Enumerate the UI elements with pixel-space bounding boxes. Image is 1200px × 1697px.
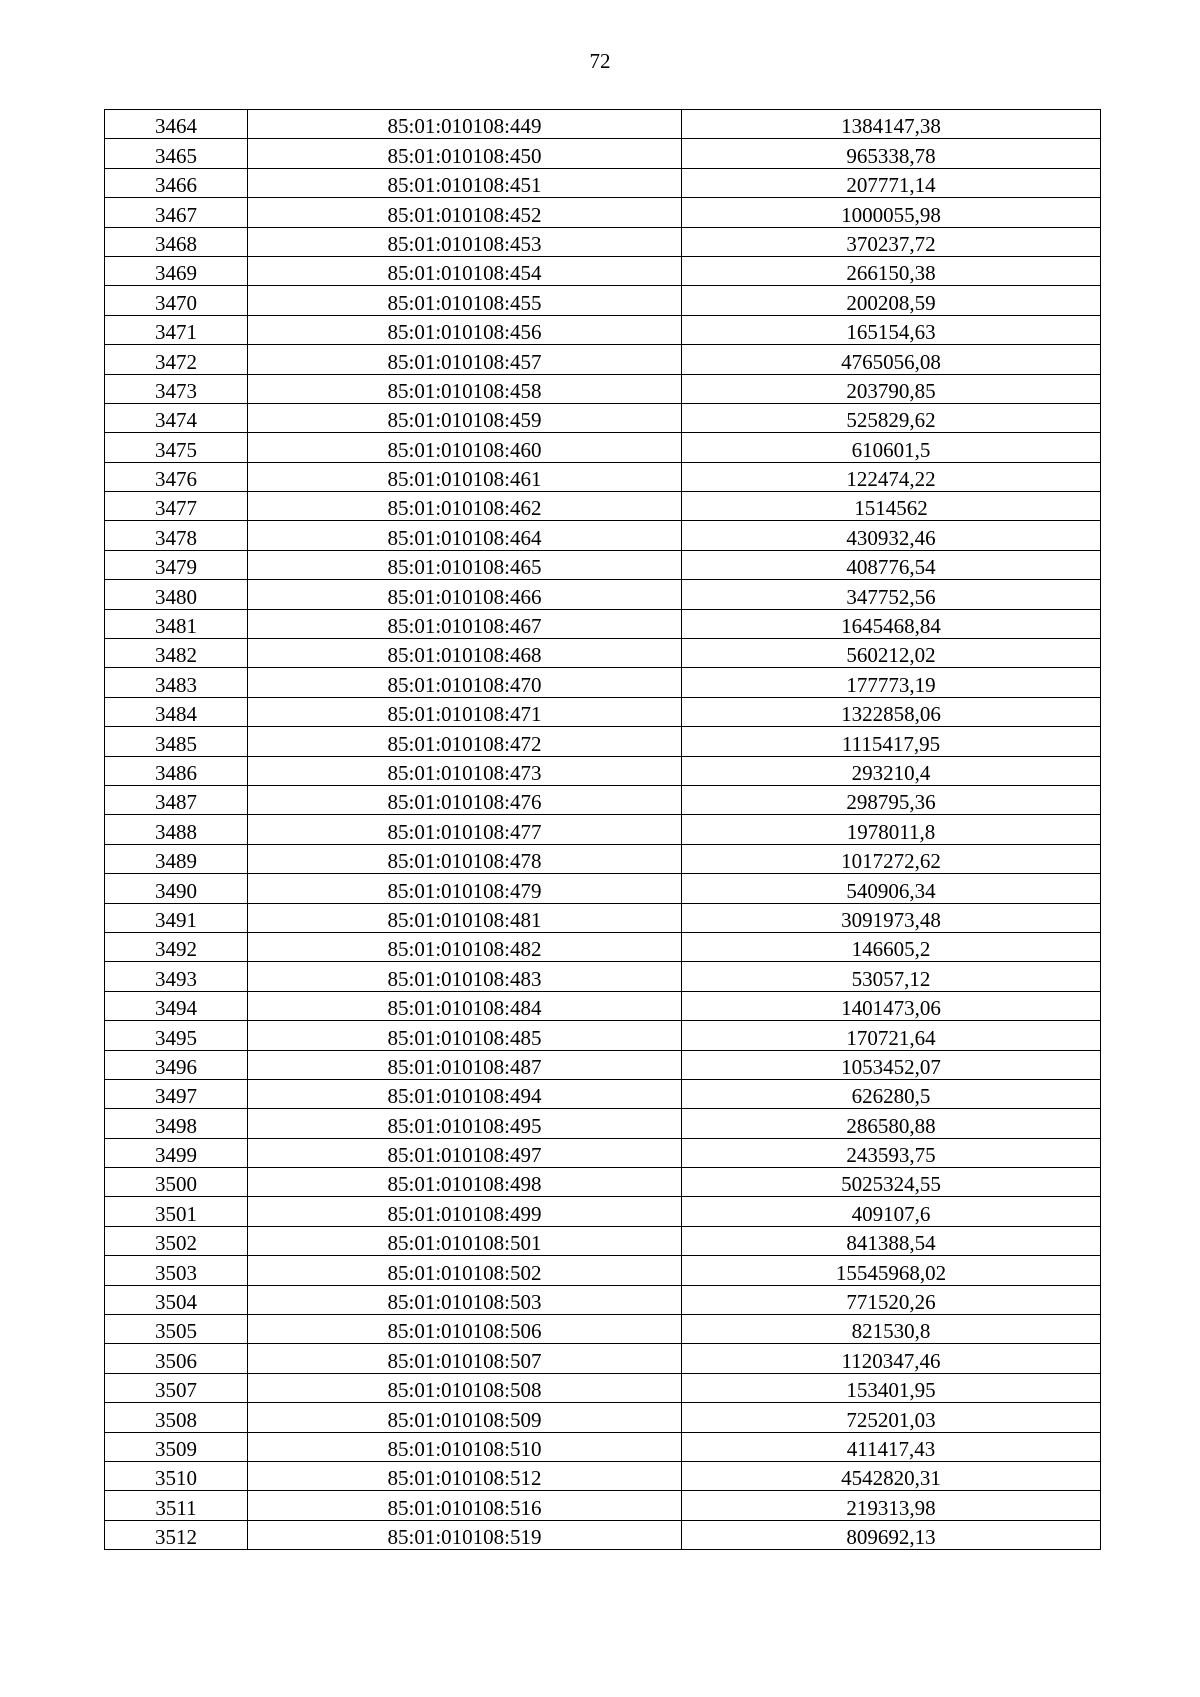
table-row xyxy=(105,110,1101,139)
cadastral-number-cell: 85:01:010108:468 xyxy=(248,639,682,668)
row-number-cell: 3490 xyxy=(105,874,248,903)
value-cell: 243593,75 xyxy=(682,1138,1101,1167)
row-number-cell: 3487 xyxy=(105,785,248,814)
table-row xyxy=(105,403,1101,432)
cadastral-number-cell: 85:01:010108:509 xyxy=(248,1403,682,1432)
cadastral-number-cell: 85:01:010108:471 xyxy=(248,697,682,726)
value-cell: 430932,46 xyxy=(682,521,1101,550)
cadastral-number-cell: 85:01:010108:481 xyxy=(248,903,682,932)
value-cell: 122474,22 xyxy=(682,462,1101,491)
row-number-cell: 3465 xyxy=(105,139,248,168)
cadastral-number-cell: 85:01:010108:508 xyxy=(248,1373,682,1402)
table-row xyxy=(105,697,1101,726)
table-row xyxy=(105,815,1101,844)
cadastral-number-cell: 85:01:010108:467 xyxy=(248,609,682,638)
cadastral-number-cell: 85:01:010108:476 xyxy=(248,785,682,814)
cadastral-number-cell: 85:01:010108:501 xyxy=(248,1226,682,1255)
row-number-cell: 3505 xyxy=(105,1315,248,1344)
value-cell: 1978011,8 xyxy=(682,815,1101,844)
row-number-cell: 3486 xyxy=(105,756,248,785)
cadastral-number-cell: 85:01:010108:461 xyxy=(248,462,682,491)
value-cell: 1115417,95 xyxy=(682,727,1101,756)
value-cell: 203790,85 xyxy=(682,374,1101,403)
value-cell: 1053452,07 xyxy=(682,1050,1101,1079)
page-number: 72 xyxy=(589,49,611,73)
table-row xyxy=(105,286,1101,315)
table-row xyxy=(105,433,1101,462)
cadastral-number-cell: 85:01:010108:453 xyxy=(248,227,682,256)
value-cell: 5025324,55 xyxy=(682,1168,1101,1197)
row-number-cell: 3500 xyxy=(105,1168,248,1197)
row-number-cell: 3511 xyxy=(105,1491,248,1520)
row-number-cell: 3508 xyxy=(105,1403,248,1432)
table-row xyxy=(105,462,1101,491)
table-row xyxy=(105,1491,1101,1520)
table-row xyxy=(105,1256,1101,1285)
table-row xyxy=(105,962,1101,991)
table-row xyxy=(105,1109,1101,1138)
row-number-cell: 3472 xyxy=(105,345,248,374)
cadastral-number-cell: 85:01:010108:449 xyxy=(248,110,682,139)
table-row xyxy=(105,1315,1101,1344)
table-row xyxy=(105,991,1101,1020)
table-row xyxy=(105,521,1101,550)
value-cell: 298795,36 xyxy=(682,785,1101,814)
row-number-cell: 3491 xyxy=(105,903,248,932)
value-cell: 1401473,06 xyxy=(682,991,1101,1020)
table-row xyxy=(105,1432,1101,1461)
cadastral-number-cell: 85:01:010108:466 xyxy=(248,580,682,609)
value-cell: 1322858,06 xyxy=(682,697,1101,726)
cadastral-number-cell: 85:01:010108:458 xyxy=(248,374,682,403)
row-number-cell: 3507 xyxy=(105,1373,248,1402)
table-row xyxy=(105,785,1101,814)
table-row xyxy=(105,580,1101,609)
row-number-cell: 3475 xyxy=(105,433,248,462)
cadastral-number-cell: 85:01:010108:472 xyxy=(248,727,682,756)
value-cell: 965338,78 xyxy=(682,139,1101,168)
cadastral-number-cell: 85:01:010108:485 xyxy=(248,1021,682,1050)
table-row xyxy=(105,550,1101,579)
value-cell: 165154,63 xyxy=(682,315,1101,344)
row-number-cell: 3485 xyxy=(105,727,248,756)
value-cell: 626280,5 xyxy=(682,1079,1101,1108)
table-row xyxy=(105,609,1101,638)
table-row xyxy=(105,844,1101,873)
value-cell: 1645468,84 xyxy=(682,609,1101,638)
value-cell: 177773,19 xyxy=(682,668,1101,697)
cadastral-number-cell: 85:01:010108:512 xyxy=(248,1461,682,1490)
cadastral-number-cell: 85:01:010108:470 xyxy=(248,668,682,697)
table-row xyxy=(105,1226,1101,1255)
table-row xyxy=(105,639,1101,668)
value-cell: 15545968,02 xyxy=(682,1256,1101,1285)
row-number-cell: 3510 xyxy=(105,1461,248,1490)
value-cell: 286580,88 xyxy=(682,1109,1101,1138)
value-cell: 4542820,31 xyxy=(682,1461,1101,1490)
row-number-cell: 3512 xyxy=(105,1520,248,1549)
row-number-cell: 3504 xyxy=(105,1285,248,1314)
table-row xyxy=(105,756,1101,785)
cadastral-number-cell: 85:01:010108:507 xyxy=(248,1344,682,1373)
value-cell: 207771,14 xyxy=(682,168,1101,197)
cadastral-number-cell: 85:01:010108:482 xyxy=(248,932,682,961)
row-number-cell: 3474 xyxy=(105,403,248,432)
value-cell: 153401,95 xyxy=(682,1373,1101,1402)
cadastral-number-cell: 85:01:010108:478 xyxy=(248,844,682,873)
row-number-cell: 3468 xyxy=(105,227,248,256)
cadastral-number-cell: 85:01:010108:465 xyxy=(248,550,682,579)
cadastral-number-cell: 85:01:010108:510 xyxy=(248,1432,682,1461)
row-number-cell: 3501 xyxy=(105,1197,248,1226)
row-number-cell: 3494 xyxy=(105,991,248,1020)
table-row xyxy=(105,1138,1101,1167)
value-cell: 725201,03 xyxy=(682,1403,1101,1432)
row-number-cell: 3492 xyxy=(105,932,248,961)
table-row xyxy=(105,1021,1101,1050)
row-number-cell: 3502 xyxy=(105,1226,248,1255)
table-row xyxy=(105,345,1101,374)
row-number-cell: 3477 xyxy=(105,492,248,521)
table-row xyxy=(105,227,1101,256)
cadastral-table xyxy=(104,109,1101,1550)
table-row xyxy=(105,903,1101,932)
table-row xyxy=(105,139,1101,168)
row-number-cell: 3471 xyxy=(105,315,248,344)
cadastral-number-cell: 85:01:010108:516 xyxy=(248,1491,682,1520)
value-cell: 409107,6 xyxy=(682,1197,1101,1226)
table-row xyxy=(105,1079,1101,1108)
row-number-cell: 3497 xyxy=(105,1079,248,1108)
cadastral-number-cell: 85:01:010108:483 xyxy=(248,962,682,991)
value-cell: 219313,98 xyxy=(682,1491,1101,1520)
value-cell: 170721,64 xyxy=(682,1021,1101,1050)
table-row xyxy=(105,1168,1101,1197)
value-cell: 771520,26 xyxy=(682,1285,1101,1314)
table-row xyxy=(105,1344,1101,1373)
cadastral-number-cell: 85:01:010108:479 xyxy=(248,874,682,903)
row-number-cell: 3478 xyxy=(105,521,248,550)
value-cell: 1120347,46 xyxy=(682,1344,1101,1373)
cadastral-number-cell: 85:01:010108:459 xyxy=(248,403,682,432)
row-number-cell: 3479 xyxy=(105,550,248,579)
value-cell: 809692,13 xyxy=(682,1520,1101,1549)
value-cell: 293210,4 xyxy=(682,756,1101,785)
cadastral-number-cell: 85:01:010108:462 xyxy=(248,492,682,521)
value-cell: 146605,2 xyxy=(682,932,1101,961)
row-number-cell: 3483 xyxy=(105,668,248,697)
value-cell: 1017272,62 xyxy=(682,844,1101,873)
cadastral-number-cell: 85:01:010108:455 xyxy=(248,286,682,315)
cadastral-number-cell: 85:01:010108:498 xyxy=(248,1168,682,1197)
value-cell: 3091973,48 xyxy=(682,903,1101,932)
value-cell: 411417,43 xyxy=(682,1432,1101,1461)
cadastral-number-cell: 85:01:010108:457 xyxy=(248,345,682,374)
table-row xyxy=(105,256,1101,285)
row-number-cell: 3498 xyxy=(105,1109,248,1138)
table-row xyxy=(105,198,1101,227)
cadastral-number-cell: 85:01:010108:502 xyxy=(248,1256,682,1285)
table-row xyxy=(105,727,1101,756)
value-cell: 370237,72 xyxy=(682,227,1101,256)
value-cell: 560212,02 xyxy=(682,639,1101,668)
value-cell: 408776,54 xyxy=(682,550,1101,579)
value-cell: 4765056,08 xyxy=(682,345,1101,374)
cadastral-number-cell: 85:01:010108:495 xyxy=(248,1109,682,1138)
cadastral-number-cell: 85:01:010108:460 xyxy=(248,433,682,462)
row-number-cell: 3503 xyxy=(105,1256,248,1285)
row-number-cell: 3506 xyxy=(105,1344,248,1373)
value-cell: 821530,8 xyxy=(682,1315,1101,1344)
row-number-cell: 3496 xyxy=(105,1050,248,1079)
table-row xyxy=(105,1403,1101,1432)
table-row xyxy=(105,1520,1101,1549)
value-cell: 53057,12 xyxy=(682,962,1101,991)
cadastral-number-cell: 85:01:010108:503 xyxy=(248,1285,682,1314)
row-number-cell: 3469 xyxy=(105,256,248,285)
cadastral-number-cell: 85:01:010108:499 xyxy=(248,1197,682,1226)
value-cell: 266150,38 xyxy=(682,256,1101,285)
row-number-cell: 3484 xyxy=(105,697,248,726)
value-cell: 1514562 xyxy=(682,492,1101,521)
cadastral-number-cell: 85:01:010108:454 xyxy=(248,256,682,285)
value-cell: 1384147,38 xyxy=(682,110,1101,139)
row-number-cell: 3464 xyxy=(105,110,248,139)
row-number-cell: 3489 xyxy=(105,844,248,873)
cadastral-number-cell: 85:01:010108:452 xyxy=(248,198,682,227)
row-number-cell: 3480 xyxy=(105,580,248,609)
row-number-cell: 3482 xyxy=(105,639,248,668)
value-cell: 1000055,98 xyxy=(682,198,1101,227)
table-row xyxy=(105,374,1101,403)
cadastral-number-cell: 85:01:010108:494 xyxy=(248,1079,682,1108)
value-cell: 841388,54 xyxy=(682,1226,1101,1255)
row-number-cell: 3473 xyxy=(105,374,248,403)
row-number-cell: 3466 xyxy=(105,168,248,197)
value-cell: 540906,34 xyxy=(682,874,1101,903)
cadastral-number-cell: 85:01:010108:473 xyxy=(248,756,682,785)
table-row xyxy=(105,1050,1101,1079)
cadastral-number-cell: 85:01:010108:456 xyxy=(248,315,682,344)
value-cell: 347752,56 xyxy=(682,580,1101,609)
table-row xyxy=(105,668,1101,697)
cadastral-number-cell: 85:01:010108:451 xyxy=(248,168,682,197)
value-cell: 525829,62 xyxy=(682,403,1101,432)
row-number-cell: 3467 xyxy=(105,198,248,227)
table-row xyxy=(105,1461,1101,1490)
table-row xyxy=(105,168,1101,197)
table-row xyxy=(105,1197,1101,1226)
table-row xyxy=(105,874,1101,903)
row-number-cell: 3470 xyxy=(105,286,248,315)
value-cell: 200208,59 xyxy=(682,286,1101,315)
row-number-cell: 3488 xyxy=(105,815,248,844)
cadastral-number-cell: 85:01:010108:487 xyxy=(248,1050,682,1079)
row-number-cell: 3499 xyxy=(105,1138,248,1167)
table-row xyxy=(105,1373,1101,1402)
cadastral-number-cell: 85:01:010108:464 xyxy=(248,521,682,550)
cadastral-number-cell: 85:01:010108:519 xyxy=(248,1520,682,1549)
table-row xyxy=(105,1285,1101,1314)
cadastral-number-cell: 85:01:010108:477 xyxy=(248,815,682,844)
cadastral-number-cell: 85:01:010108:450 xyxy=(248,139,682,168)
row-number-cell: 3495 xyxy=(105,1021,248,1050)
value-cell: 610601,5 xyxy=(682,433,1101,462)
row-number-cell: 3509 xyxy=(105,1432,248,1461)
table-row xyxy=(105,932,1101,961)
table-row xyxy=(105,315,1101,344)
row-number-cell: 3476 xyxy=(105,462,248,491)
cadastral-number-cell: 85:01:010108:497 xyxy=(248,1138,682,1167)
row-number-cell: 3493 xyxy=(105,962,248,991)
cadastral-number-cell: 85:01:010108:484 xyxy=(248,991,682,1020)
table-row xyxy=(105,492,1101,521)
table-body xyxy=(105,110,1101,1550)
row-number-cell: 3481 xyxy=(105,609,248,638)
cadastral-number-cell: 85:01:010108:506 xyxy=(248,1315,682,1344)
